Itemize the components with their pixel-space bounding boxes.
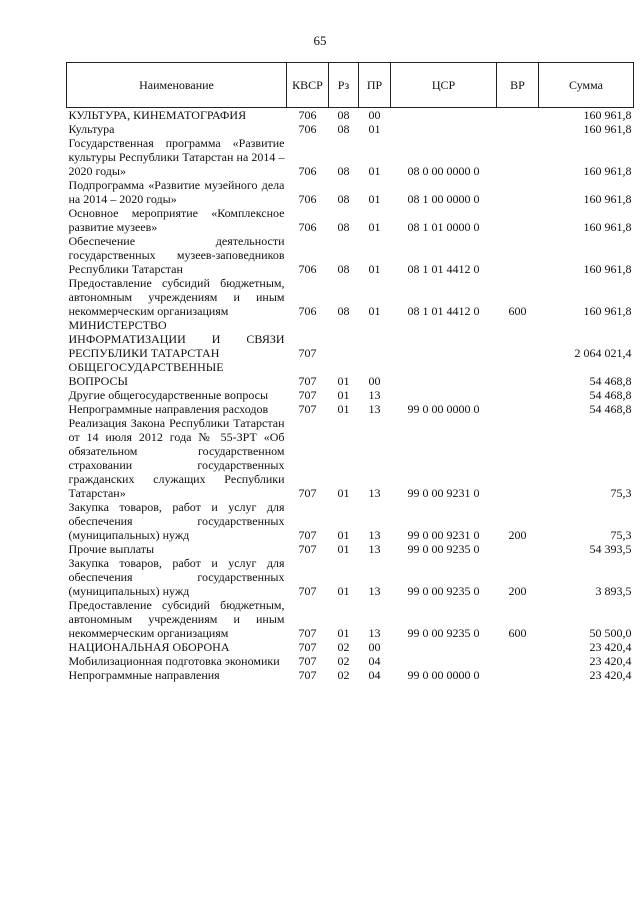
row-sum: 54 393,5 bbox=[589, 542, 632, 556]
row-pr bbox=[359, 318, 391, 360]
table-row bbox=[67, 234, 634, 276]
row-kvsr: 706 bbox=[298, 304, 317, 318]
row-name: ОБЩЕГОСУДАРСТВЕННЫЕ ВОПРОСЫ bbox=[68, 360, 224, 388]
row-name: Другие общегосударственные вопросы bbox=[68, 388, 269, 402]
row-csr: 08 1 01 4412 0 bbox=[407, 304, 480, 318]
row-pr: 13 bbox=[368, 388, 381, 402]
row-csr bbox=[391, 318, 497, 360]
row-csr: 99 0 00 9231 0 bbox=[407, 486, 480, 500]
row-name: Непрограммные направления bbox=[68, 668, 220, 682]
table-row bbox=[67, 416, 634, 500]
header-rz: Рз bbox=[329, 63, 359, 108]
row-csr: 99 0 00 9235 0 bbox=[407, 542, 480, 556]
row-kvsr: 706 bbox=[287, 108, 329, 123]
row-pr: 01 bbox=[368, 164, 381, 178]
row-kvsr: 707 bbox=[298, 542, 317, 556]
row-kvsr: 707 bbox=[298, 528, 317, 542]
row-rz: 02 bbox=[337, 640, 350, 654]
row-vr bbox=[497, 360, 539, 388]
row-csr: 99 0 00 9235 0 bbox=[407, 626, 480, 640]
row-rz: 01 bbox=[337, 402, 350, 416]
row-pr: 04 bbox=[368, 654, 381, 668]
row-rz: 01 bbox=[337, 542, 350, 556]
header-sum: Сумма bbox=[539, 63, 634, 108]
row-kvsr: 707 bbox=[298, 388, 317, 402]
row-sum: 23 420,4 bbox=[589, 668, 632, 682]
row-vr bbox=[497, 122, 539, 136]
row-vr bbox=[497, 388, 539, 402]
row-name: Подпрограмма «Развитие музейного дела на 2014 – 2020 годы» bbox=[68, 178, 285, 206]
row-pr: 01 bbox=[368, 304, 381, 318]
row-csr bbox=[391, 360, 497, 388]
row-rz: 01 bbox=[337, 388, 350, 402]
row-kvsr: 707 bbox=[298, 668, 317, 682]
row-csr: 99 0 00 0000 0 bbox=[407, 402, 480, 416]
row-rz: 01 bbox=[337, 486, 350, 500]
table-row bbox=[67, 178, 634, 206]
row-name: Культура bbox=[68, 122, 115, 136]
table-row bbox=[67, 598, 634, 640]
row-csr bbox=[391, 654, 497, 668]
row-pr: 01 bbox=[368, 262, 381, 276]
row-pr: 13 bbox=[368, 402, 381, 416]
table-row bbox=[67, 640, 634, 654]
row-pr: 13 bbox=[368, 626, 381, 640]
row-csr: 08 1 01 4412 0 bbox=[407, 262, 480, 276]
row-rz: 08 bbox=[337, 220, 350, 234]
row-rz: 02 bbox=[337, 654, 350, 668]
row-name: Закупка товаров, работ и услуг для обеспечения государственных (муниципальных) нужд bbox=[68, 500, 285, 542]
row-sum: 160 961,8 bbox=[583, 304, 632, 318]
row-sum: 54 468,8 bbox=[589, 402, 632, 416]
header-kvsr: КВСР bbox=[287, 63, 329, 108]
row-sum: 54 468,8 bbox=[589, 374, 632, 388]
row-name: Мобилизационная подготовка экономики bbox=[68, 654, 280, 668]
row-csr: 99 0 00 9235 0 bbox=[407, 584, 480, 598]
row-rz: 01 bbox=[337, 374, 350, 388]
row-csr bbox=[391, 388, 497, 402]
row-vr bbox=[497, 318, 539, 360]
row-kvsr: 707 bbox=[298, 402, 317, 416]
row-vr bbox=[497, 402, 539, 416]
row-vr bbox=[497, 668, 539, 682]
header-name: Наименование bbox=[67, 63, 287, 108]
table-row bbox=[67, 654, 634, 668]
row-kvsr: 707 bbox=[298, 346, 317, 360]
row-vr bbox=[497, 108, 539, 123]
row-csr bbox=[391, 108, 497, 123]
table-row bbox=[67, 318, 634, 360]
row-rz: 08 bbox=[337, 164, 350, 178]
header-pr: ПР bbox=[359, 63, 391, 108]
row-kvsr: 707 bbox=[298, 374, 317, 388]
row-name: Государственная программа «Развитие культуры Республики Татарстан на 2014 – 2020 годы» bbox=[68, 136, 285, 178]
budget-table bbox=[66, 62, 634, 682]
row-csr: 08 1 00 0000 0 bbox=[407, 192, 480, 206]
table-row bbox=[67, 136, 634, 178]
row-sum: 23 420,4 bbox=[589, 654, 632, 668]
row-sum: 75,3 bbox=[610, 528, 632, 542]
row-kvsr: 707 bbox=[298, 584, 317, 598]
row-rz: 08 bbox=[337, 262, 350, 276]
row-pr: 00 bbox=[368, 374, 381, 388]
row-sum: 160 961,8 bbox=[583, 164, 632, 178]
row-pr: 00 bbox=[359, 108, 391, 123]
row-rz: 08 bbox=[337, 304, 350, 318]
row-csr: 99 0 00 9231 0 bbox=[407, 528, 480, 542]
row-kvsr: 707 bbox=[298, 654, 317, 668]
row-name: МИНИСТЕРСТВО ИНФОРМАТИЗАЦИИ И СВЯЗИ РЕСПУБЛИКИ ТАТАРСТАН bbox=[68, 318, 285, 360]
page-number: 65 bbox=[313, 33, 327, 48]
row-vr bbox=[497, 542, 539, 556]
row-name: Обеспечение деятельности государственных музеев-заповедников Республики Татарстан bbox=[68, 234, 285, 276]
row-vr: 200 bbox=[508, 584, 527, 598]
row-vr: 600 bbox=[508, 626, 527, 640]
row-pr: 01 bbox=[368, 122, 381, 136]
row-pr: 00 bbox=[368, 640, 381, 654]
row-pr: 01 bbox=[368, 192, 381, 206]
row-name: Предоставление субсидий бюджетным, автономным учреждениям и иным некоммерческим организациям bbox=[68, 598, 285, 640]
table-row bbox=[67, 542, 634, 556]
table-row bbox=[67, 276, 634, 318]
row-sum: 75,3 bbox=[610, 486, 632, 500]
row-kvsr: 706 bbox=[298, 164, 317, 178]
row-kvsr: 707 bbox=[298, 486, 317, 500]
row-pr: 04 bbox=[368, 668, 381, 682]
header-csr: ЦСР bbox=[391, 63, 497, 108]
row-vr bbox=[497, 234, 539, 276]
row-vr bbox=[497, 416, 539, 500]
row-vr bbox=[497, 640, 539, 654]
row-vr: 600 bbox=[508, 304, 527, 318]
row-kvsr: 706 bbox=[298, 122, 317, 136]
table-row bbox=[67, 668, 634, 682]
row-sum: 160 961,8 bbox=[583, 122, 632, 136]
row-name: НАЦИОНАЛЬНАЯ ОБОРОНА bbox=[68, 640, 230, 654]
table-row bbox=[67, 360, 634, 388]
row-name: Прочие выплаты bbox=[68, 542, 155, 556]
row-rz: 08 bbox=[337, 122, 350, 136]
row-vr bbox=[497, 178, 539, 206]
row-sum: 50 500,0 bbox=[589, 626, 632, 640]
row-rz: 02 bbox=[337, 668, 350, 682]
row-rz: 01 bbox=[337, 584, 350, 598]
row-name: Реализация Закона Республики Татарстан от 14 июля 2012 года № 55-ЗРТ «Об обязательном государственном страховании государственных гражданских служащих Республики Татарстан» bbox=[68, 416, 285, 500]
row-name: Основное мероприятие «Комплексное развитие музеев» bbox=[68, 206, 285, 234]
row-kvsr: 706 bbox=[298, 220, 317, 234]
row-vr bbox=[497, 654, 539, 668]
row-sum: 160 961,8 bbox=[539, 108, 634, 123]
row-sum: 23 420,4 bbox=[589, 640, 632, 654]
row-sum: 2 064 021,4 bbox=[574, 346, 632, 360]
row-pr: 13 bbox=[368, 542, 381, 556]
row-rz: 01 bbox=[337, 626, 350, 640]
row-pr: 13 bbox=[368, 528, 381, 542]
row-csr bbox=[391, 640, 497, 654]
row-kvsr: 707 bbox=[298, 626, 317, 640]
row-name: Предоставление субсидий бюджетным, автономным учреждениям и иным некоммерческим организациям bbox=[68, 276, 285, 318]
row-vr bbox=[497, 136, 539, 178]
row-name: Непрограммные направления расходов bbox=[68, 402, 269, 416]
header-vr: ВР bbox=[497, 63, 539, 108]
row-sum: 54 468,8 bbox=[589, 388, 632, 402]
row-rz bbox=[329, 318, 359, 360]
row-sum: 3 893,5 bbox=[595, 584, 632, 598]
table-row bbox=[67, 402, 634, 416]
row-sum: 160 961,8 bbox=[583, 192, 632, 206]
row-kvsr: 706 bbox=[298, 192, 317, 206]
row-name: Закупка товаров, работ и услуг для обеспечения государственных (муниципальных) нужд bbox=[68, 556, 285, 598]
row-csr: 08 1 01 0000 0 bbox=[407, 220, 480, 234]
row-csr bbox=[391, 122, 497, 136]
row-pr: 13 bbox=[368, 486, 381, 500]
row-name: КУЛЬТУРА, КИНЕМАТОГРАФИЯ bbox=[67, 108, 287, 123]
row-pr: 01 bbox=[368, 220, 381, 234]
table-header-row bbox=[67, 63, 634, 108]
row-csr: 99 0 00 0000 0 bbox=[407, 668, 480, 682]
row-vr bbox=[497, 206, 539, 234]
row-sum: 160 961,8 bbox=[583, 262, 632, 276]
table-row bbox=[67, 500, 634, 542]
row-kvsr: 707 bbox=[298, 640, 317, 654]
table-row bbox=[67, 122, 634, 136]
row-rz: 08 bbox=[337, 192, 350, 206]
row-rz: 08 bbox=[329, 108, 359, 123]
table-body bbox=[67, 108, 634, 683]
row-kvsr: 706 bbox=[298, 262, 317, 276]
table-row bbox=[67, 556, 634, 598]
row-vr: 200 bbox=[508, 528, 527, 542]
table-row bbox=[67, 108, 634, 123]
row-sum: 160 961,8 bbox=[583, 220, 632, 234]
table-row bbox=[67, 206, 634, 234]
row-pr: 13 bbox=[368, 584, 381, 598]
table-row bbox=[67, 388, 634, 402]
row-csr: 08 0 00 0000 0 bbox=[407, 164, 480, 178]
row-rz: 01 bbox=[337, 528, 350, 542]
